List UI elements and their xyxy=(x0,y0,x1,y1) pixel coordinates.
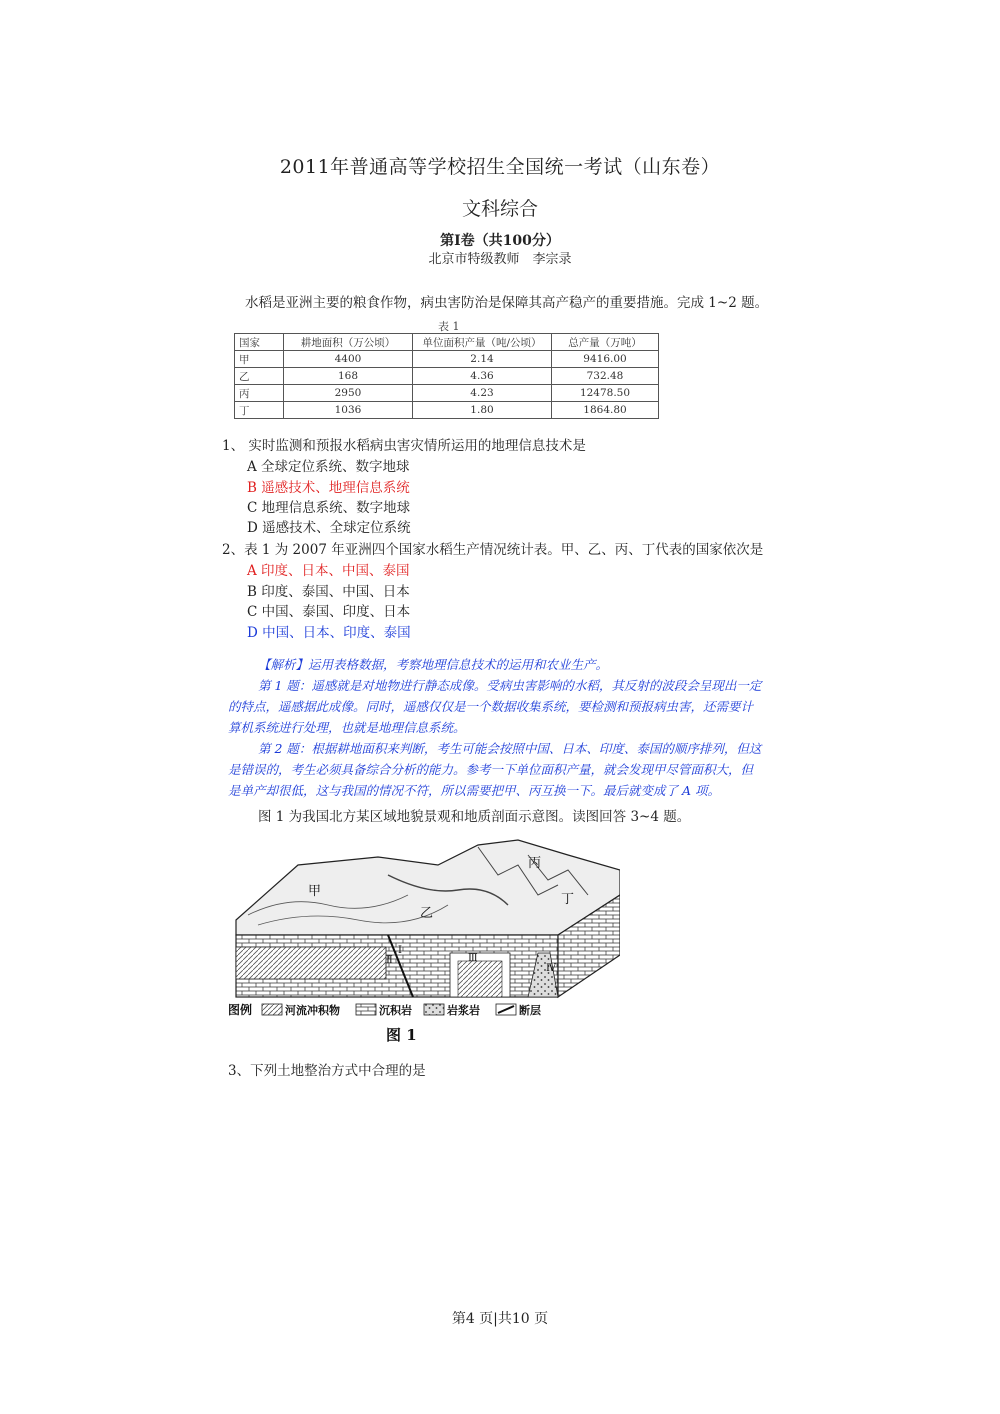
figure-label: 甲 xyxy=(308,884,322,899)
question-1-stem: 1、 实时监测和预报水稻病虫害灾情所运用的地理信息技术是 xyxy=(222,438,586,454)
figure-label: 丙 xyxy=(528,856,542,871)
question-1-option-b: B 遥感技术、地理信息系统 xyxy=(247,480,410,496)
figure-label: Ⅳ xyxy=(546,963,556,974)
geology-block-diagram xyxy=(228,835,620,1048)
question-2-option-b: B 印度、泰国、中国、日本 xyxy=(247,584,410,600)
legend-label: 断层 xyxy=(519,1004,541,1017)
analysis-line: 第 2 题：根据耕地面积来判断，考生可能会按照中国、日本、印度、泰国的顺序排列，但这 xyxy=(258,741,762,756)
table-cell: 2.14 xyxy=(413,351,552,368)
table-cell: 2950 xyxy=(284,385,413,402)
legend-swatch-sedimentary xyxy=(356,1004,376,1015)
table-row xyxy=(235,402,659,419)
table-row xyxy=(235,385,659,402)
table-cell: 168 xyxy=(284,368,413,385)
table-header-row xyxy=(235,334,659,351)
table-cell: 1036 xyxy=(284,402,413,419)
table-header-cell: 耕地面积（万公顷） xyxy=(284,334,413,351)
table-cell: 丙 xyxy=(235,385,284,402)
analysis-line: 的特点，遥感据此成像。同时，遥感仅仅是一个数据收集系统，要检测和预报病虫害，还需要计 xyxy=(228,699,754,714)
figure-label: Ⅱ xyxy=(386,955,393,966)
question-2-stem: 2、表 1 为 2007 年亚洲四个国家水稻生产情况统计表。甲、乙、丙、丁代表的国家依次是 xyxy=(222,542,764,558)
question-1-option-d: D 遥感技术、全球定位系统 xyxy=(247,520,411,536)
figure-caption: 图 1 xyxy=(386,1026,417,1044)
analysis-line: 是单产却很低，这与我国的情况不符，所以需要把甲、丙互换一下。最后就变成了 A 项。 xyxy=(228,783,720,798)
question-intro: 水稻是亚洲主要的粮食作物，病虫害防治是保障其高产稳产的重要措施。完成 1~2 题。 xyxy=(245,295,769,311)
table-cell: 1864.80 xyxy=(552,402,659,419)
legend-swatch-alluvium xyxy=(262,1004,282,1015)
figure-intro: 图 1 为我国北方某区域地貌景观和地质剖面示意图。读图回答 3~4 题。 xyxy=(258,809,691,825)
analysis-line: 【解析】运用表格数据，考察地理信息技术的运用和农业生产。 xyxy=(258,657,609,672)
table-cell: 丁 xyxy=(235,402,284,419)
table-caption: 表 1 xyxy=(438,320,460,333)
analysis-line: 算机系统进行处理，也就是地理信息系统。 xyxy=(228,720,466,735)
question-2-option-c: C 中国、泰国、印度、日本 xyxy=(247,604,411,620)
question-3-stem: 3、下列土地整治方式中合理的是 xyxy=(228,1063,426,1079)
table-header-cell: 国家 xyxy=(235,334,284,351)
author-line: 北京市特级教师 李宗录 xyxy=(428,252,572,267)
table-cell: 1.80 xyxy=(413,402,552,419)
question-1-option-a: A 全球定位系统、数字地球 xyxy=(247,459,410,475)
table-cell: 4.23 xyxy=(413,385,552,402)
page-subtitle: 文科综合 xyxy=(461,198,538,220)
data-table xyxy=(234,333,659,419)
table-cell: 732.48 xyxy=(552,368,659,385)
question-2-option-d: D 中国、日本、印度、泰国 xyxy=(247,625,411,641)
table-row xyxy=(235,368,659,385)
table-cell: 4400 xyxy=(284,351,413,368)
figure-label: 丁 xyxy=(561,892,575,907)
figure-1 xyxy=(228,835,620,1048)
table-header-cell: 单位面积产量（吨/公顷） xyxy=(413,334,552,351)
legend-label: 沉积岩 xyxy=(379,1004,412,1017)
question-1-option-c: C 地理信息系统、数字地球 xyxy=(247,500,411,516)
section-heading: 第Ⅰ卷（共100分） xyxy=(440,233,560,249)
analysis-block xyxy=(228,654,828,801)
figure-label: Ⅲ xyxy=(468,953,478,964)
legend-title: 图例 xyxy=(228,1003,253,1017)
table-row xyxy=(235,351,659,368)
table-cell: 4.36 xyxy=(413,368,552,385)
figure-label: 乙 xyxy=(420,906,434,921)
table-header-cell: 总产量（万吨） xyxy=(552,334,659,351)
table-cell: 乙 xyxy=(235,368,284,385)
figure-label: Ⅰ xyxy=(398,945,402,956)
legend-label: 河流冲积物 xyxy=(285,1004,340,1017)
legend-label: 岩浆岩 xyxy=(447,1004,480,1017)
analysis-line: 第 1 题：遥感就是对地物进行静态成像。受病虫害影响的水稻，其反射的波段会呈现出一定 xyxy=(258,678,762,693)
question-2-option-a: A 印度、日本、中国、泰国 xyxy=(247,563,410,579)
page-title: 2011年普通高等学校招生全国统一考试（山东卷） xyxy=(279,156,721,178)
table-cell: 12478.50 xyxy=(552,385,659,402)
table-cell: 甲 xyxy=(235,351,284,368)
analysis-line: 是错误的，考生必须具备综合分析的能力。参考一下单位面积产量，就会发现甲尽管面积大，但 xyxy=(228,762,754,777)
table-cell: 9416.00 xyxy=(552,351,659,368)
legend-swatch-igneous xyxy=(424,1004,444,1015)
page-footer: 第4 页|共10 页 xyxy=(451,1311,549,1327)
